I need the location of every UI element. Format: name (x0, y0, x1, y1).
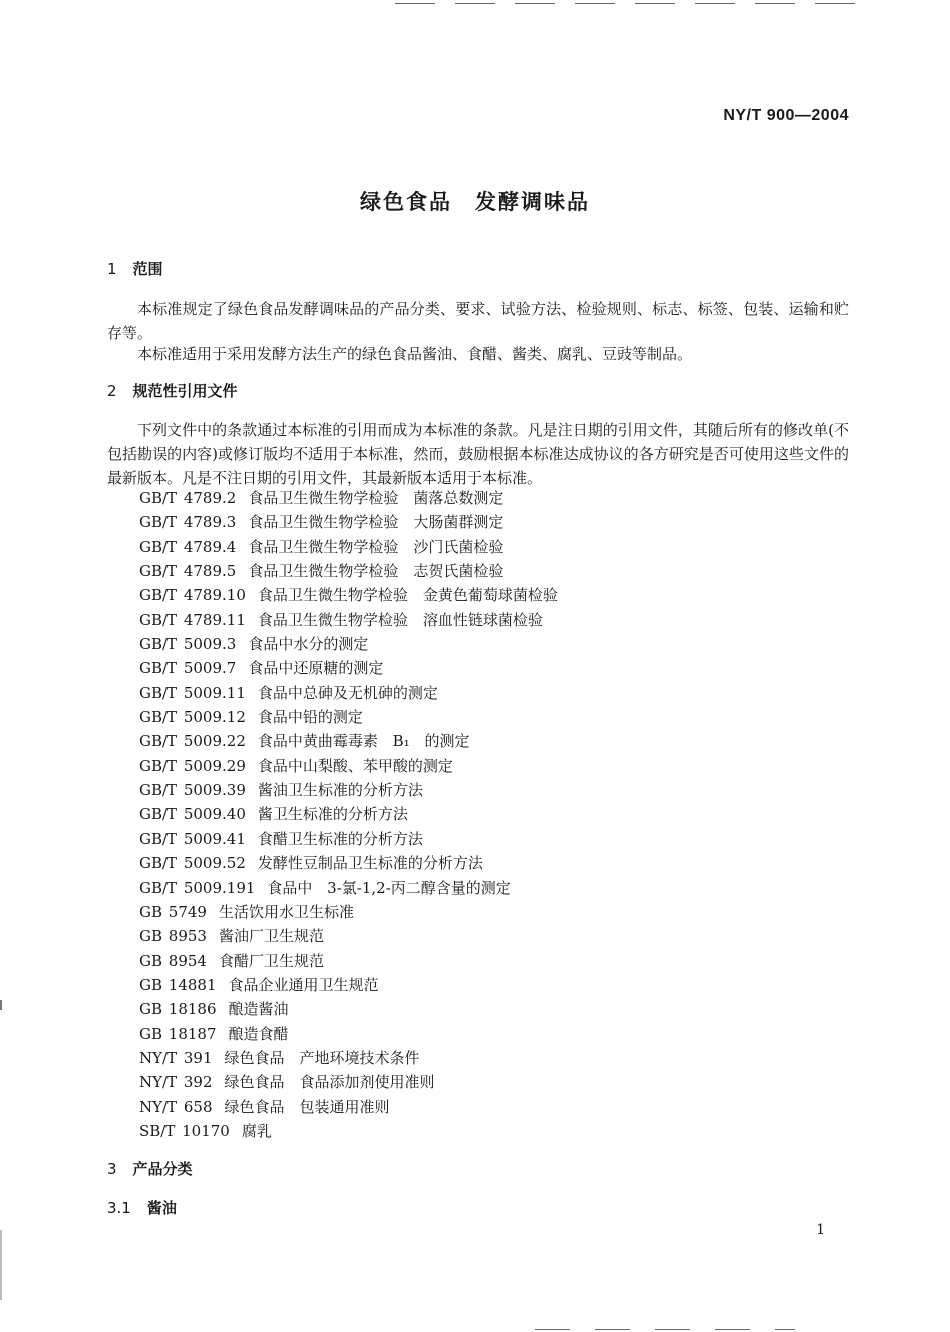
reference-code: GB/T 4789.5 (139, 562, 237, 581)
reference-name: 食品卫生微生物学检验 沙门氏菌检验 (248, 537, 504, 556)
reference-code: NY/T 392 (139, 1073, 213, 1092)
section-1-heading (107, 258, 163, 279)
reference-item (139, 681, 558, 705)
section-title: 产品分类 (132, 1160, 193, 1178)
reference-code: GB/T 5009.191 (139, 878, 256, 897)
scan-mark-bottom (535, 1329, 795, 1330)
reference-code: GB/T 5009.52 (139, 854, 246, 873)
reference-item (139, 900, 558, 924)
reference-name: 食品中总砷及无机砷的测定 (257, 683, 438, 702)
reference-name: 绿色食品 包装通用准则 (224, 1097, 390, 1116)
reference-code: GB/T 4789.11 (139, 610, 246, 629)
reference-item (139, 559, 558, 583)
reference-name: 酿造食醋 (228, 1024, 289, 1043)
section-3-1-heading (107, 1197, 177, 1218)
reference-code: NY/T 391 (139, 1048, 213, 1067)
reference-item (139, 608, 558, 632)
reference-name: 发酵性豆制品卫生标准的分析方法 (257, 854, 483, 873)
section-number: 1 (107, 260, 117, 278)
reference-item (139, 583, 558, 607)
reference-name: 食品卫生微生物学检验 金黄色葡萄球菌检验 (257, 586, 558, 605)
reference-item (139, 924, 558, 948)
reference-item (139, 851, 558, 875)
reference-code: GB/T 5009.41 (139, 829, 246, 848)
reference-name: 食品中铅的测定 (257, 708, 363, 727)
reference-item (139, 510, 558, 534)
section-2-heading (107, 380, 238, 401)
reference-name: 食品卫生微生物学检验 大肠菌群测定 (248, 513, 504, 532)
document-title: 绿色食品 发酵调味品 (360, 190, 590, 214)
reference-item (139, 876, 558, 900)
standard-code: NY/T 900—2004 (723, 107, 849, 124)
section-1-paragraph-1: 本标准规定了绿色食品发酵调味品的产品分类、要求、试验方法、检验规则、标志、标签、包装、运输和贮存等。 (107, 300, 849, 342)
reference-code: NY/T 658 (139, 1097, 213, 1116)
scan-edge-mark (0, 1000, 2, 1010)
reference-item (139, 656, 558, 680)
section-2-intro: 下列文件中的条款通过本标准的引用而成为本标准的条款。凡是注日期的引用文件，其随后所有的修改单(不包括勘误的内容)或修订版均不适用于本标准，然而，鼓励根据本标准达成协议的各方研究是否可使用这些文件的最新版本。凡是不注日期的引用文件，其最新版本适用于本标准。 (107, 421, 849, 487)
section-number: 2 (107, 382, 117, 400)
reference-code: GB/T 5009.29 (139, 756, 246, 775)
reference-code: GB/T 4789.10 (139, 586, 246, 605)
section-title: 酱油 (146, 1199, 177, 1217)
section-title: 规范性引用文件 (132, 382, 238, 400)
reference-item (139, 754, 558, 778)
reference-name: 食品中还原糖的测定 (248, 659, 384, 678)
reference-code: GB/T 4789.2 (139, 489, 237, 507)
reference-name: 酱卫生标准的分析方法 (257, 805, 408, 824)
reference-name: 酱油厂卫生规范 (218, 927, 324, 946)
reference-code: GB 5749 (139, 902, 207, 921)
reference-code: GB/T 5009.7 (139, 659, 237, 678)
page-number: 1 (816, 1222, 825, 1238)
reference-item (139, 486, 558, 510)
reference-name: 食品卫生微生物学检验 菌落总数测定 (248, 489, 504, 507)
reference-name: 食品卫生微生物学检验 溶血性链球菌检验 (257, 610, 543, 629)
reference-code: GB/T 5009.12 (139, 708, 246, 727)
reference-name: 酿造酱油 (228, 1000, 289, 1019)
reference-item (139, 802, 558, 826)
reference-code: GB 18187 (139, 1024, 217, 1043)
reference-code: GB/T 4789.3 (139, 513, 237, 532)
reference-code: GB/T 5009.3 (139, 635, 237, 654)
scan-mark-top (395, 3, 865, 4)
reference-name: 绿色食品 产地环境技术条件 (224, 1048, 420, 1067)
reference-item (139, 632, 558, 656)
reference-name: 食品中山梨酸、苯甲酸的测定 (257, 756, 453, 775)
reference-name: 食品中 3-氯-1,2-丙二醇含量的测定 (267, 878, 511, 897)
reference-item (139, 827, 558, 851)
reference-item (139, 729, 558, 753)
section-3-heading (107, 1158, 193, 1179)
reference-code: GB/T 5009.11 (139, 683, 246, 702)
reference-code: GB 14881 (139, 975, 217, 994)
section-number: 3 (107, 1160, 117, 1178)
reference-item (139, 778, 558, 802)
scan-edge-mark (0, 1230, 2, 1300)
reference-item (139, 997, 558, 1021)
reference-item (139, 1070, 558, 1094)
reference-name: 食品卫生微生物学检验 志贺氏菌检验 (248, 562, 504, 581)
reference-code: GB/T 4789.4 (139, 537, 237, 556)
reference-name: 食品中水分的测定 (248, 635, 369, 654)
reference-code: GB 8953 (139, 927, 207, 946)
reference-code: SB/T 10170 (139, 1121, 230, 1140)
reference-code: GB/T 5009.22 (139, 732, 246, 751)
reference-name: 生活饮用水卫生标准 (218, 902, 354, 921)
reference-item (139, 705, 558, 729)
reference-name: 食品中黄曲霉毒素 B₁ 的测定 (257, 732, 470, 751)
section-number: 3.1 (107, 1199, 131, 1217)
reference-list (139, 486, 558, 1143)
reference-item (139, 973, 558, 997)
reference-item (139, 1095, 558, 1119)
reference-code: GB/T 5009.40 (139, 805, 246, 824)
reference-item (139, 535, 558, 559)
reference-name: 食醋厂卫生规范 (218, 951, 324, 970)
reference-item (139, 1022, 558, 1046)
reference-item (139, 949, 558, 973)
reference-code: GB/T 5009.39 (139, 781, 246, 800)
reference-item (139, 1119, 558, 1143)
reference-name: 酱油卫生标准的分析方法 (257, 781, 423, 800)
reference-name: 绿色食品 食品添加剂使用准则 (224, 1073, 435, 1092)
section-title: 范围 (132, 260, 163, 278)
section-1-paragraph-2: 本标准适用于采用发酵方法生产的绿色食品酱油、食醋、酱类、腐乳、豆豉等制品。 (137, 345, 693, 363)
reference-code: GB 8954 (139, 951, 207, 970)
reference-name: 腐乳 (241, 1121, 272, 1140)
reference-name: 食品企业通用卫生规范 (228, 975, 379, 994)
reference-item (139, 1046, 558, 1070)
reference-code: GB 18186 (139, 1000, 217, 1019)
reference-name: 食醋卫生标准的分析方法 (257, 829, 423, 848)
